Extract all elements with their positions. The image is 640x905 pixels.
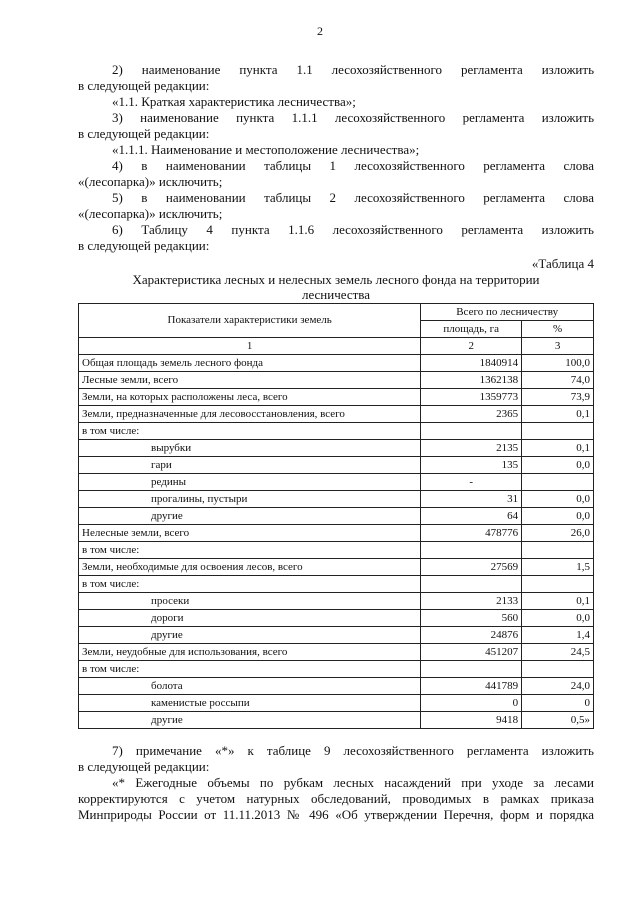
row-indicator: Земли, на которых расположены леса, всего	[79, 389, 421, 406]
table-row	[79, 644, 594, 661]
row-pct	[522, 661, 594, 678]
row-area: 135	[421, 457, 522, 474]
row-indicator: редины	[79, 474, 421, 491]
table-body	[79, 355, 594, 729]
row-pct	[522, 542, 594, 559]
para-3-line2: в следующей редакции:	[78, 126, 210, 141]
para-3-quote: «1.1.1. Наименование и местоположение лесничества»;	[112, 142, 420, 157]
table-row	[79, 508, 594, 525]
row-indicator: гари	[79, 457, 421, 474]
row-indicator: болота	[79, 678, 421, 695]
row-area: 24876	[421, 627, 522, 644]
row-indicator: Земли, неудобные для использования, всего	[79, 644, 421, 661]
table-row	[79, 559, 594, 576]
row-pct: 24,0	[522, 678, 594, 695]
row-area: 1362138	[421, 372, 522, 389]
row-pct: 0,1	[522, 593, 594, 610]
row-area: 1359773	[421, 389, 522, 406]
table-row	[79, 627, 594, 644]
row-pct: 26,0	[522, 525, 594, 542]
row-indicator: в том числе:	[79, 542, 421, 559]
para-7-line2: в следующей редакции:	[78, 759, 210, 774]
land-characteristics-table	[78, 303, 594, 729]
row-indicator: Земли, предназначенные для лесовосстановления, всего	[79, 406, 421, 423]
row-area: 64	[421, 508, 522, 525]
row-pct: 1,5	[522, 559, 594, 576]
row-area: 2133	[421, 593, 522, 610]
row-area	[421, 423, 522, 440]
row-area: 451207	[421, 644, 522, 661]
row-pct: 73,9	[522, 389, 594, 406]
table-caption	[78, 272, 594, 302]
header-pct: %	[522, 321, 594, 338]
row-area	[421, 661, 522, 678]
table-row	[79, 678, 594, 695]
table-row	[79, 610, 594, 627]
header-num-3: 3	[522, 338, 594, 355]
row-indicator: другие	[79, 508, 421, 525]
row-indicator: Нелесные земли, всего	[79, 525, 421, 542]
row-pct: 0,0	[522, 457, 594, 474]
row-indicator: в том числе:	[79, 423, 421, 440]
row-area: 2365	[421, 406, 522, 423]
row-indicator: в том числе:	[79, 661, 421, 678]
table-row	[79, 593, 594, 610]
row-area: 9418	[421, 712, 522, 729]
table-row	[79, 525, 594, 542]
row-indicator: Лесные земли, всего	[79, 372, 421, 389]
header-total: Всего по лесничеству	[421, 304, 594, 321]
table-row	[79, 661, 594, 678]
table-row	[79, 712, 594, 729]
note-line1: «* Ежегодные объемы по рубкам лесных насаждений при уходе за лесами	[112, 775, 594, 790]
para-2-line2: в следующей редакции:	[78, 78, 210, 93]
row-pct	[522, 474, 594, 491]
row-area	[421, 542, 522, 559]
table-row	[79, 542, 594, 559]
para-4-line2: «(лесопарка)» исключить;	[78, 174, 223, 189]
header-num-1: 1	[79, 338, 421, 355]
page-number: 2	[317, 24, 323, 38]
tail-text	[78, 743, 594, 823]
row-pct: 0	[522, 695, 594, 712]
row-pct: 74,0	[522, 372, 594, 389]
row-area: 478776	[421, 525, 522, 542]
row-indicator: каменистые россыпи	[79, 695, 421, 712]
row-indicator: другие	[79, 627, 421, 644]
row-area: 560	[421, 610, 522, 627]
row-indicator: дороги	[79, 610, 421, 627]
table-caption-line2: лесничества	[301, 287, 371, 302]
table-row	[79, 389, 594, 406]
para-4-line1: 4) в наименовании таблицы 1 лесохозяйственного регламента слова	[112, 158, 594, 173]
row-pct: 0,0	[522, 610, 594, 627]
table-row	[79, 406, 594, 423]
para-3-line1: 3) наименование пункта 1.1.1 лесохозяйственного регламента изложить	[112, 110, 594, 125]
row-pct: 0,0	[522, 508, 594, 525]
header-num-2: 2	[421, 338, 522, 355]
row-indicator: вырубки	[79, 440, 421, 457]
row-area: 27569	[421, 559, 522, 576]
row-indicator: другие	[79, 712, 421, 729]
row-pct: 0,1	[522, 440, 594, 457]
row-indicator: Общая площадь земель лесного фонда	[79, 355, 421, 372]
row-pct: 0,1	[522, 406, 594, 423]
table-row	[79, 474, 594, 491]
para-5-line1: 5) в наименовании таблицы 2 лесохозяйственного регламента слова	[112, 190, 594, 205]
para-2-quote: «1.1. Краткая характеристика лесничества»;	[112, 94, 356, 109]
table-row	[79, 576, 594, 593]
row-pct: 100,0	[522, 355, 594, 372]
header-area: площадь, га	[421, 321, 522, 338]
row-pct	[522, 423, 594, 440]
row-area: 441789	[421, 678, 522, 695]
table-row	[79, 695, 594, 712]
row-pct: 0,5»	[522, 712, 594, 729]
table-row	[79, 355, 594, 372]
para-5-line2: «(лесопарка)» исключить;	[78, 206, 223, 221]
row-indicator: просеки	[79, 593, 421, 610]
row-pct: 24,5	[522, 644, 594, 661]
para-2-line1: 2) наименование пункта 1.1 лесохозяйственного регламента изложить	[112, 62, 594, 77]
table-row	[79, 423, 594, 440]
table-label: «Таблица 4	[531, 256, 594, 271]
para-7-line1: 7) примечание «*» к таблице 9 лесохозяйственного регламента изложить	[112, 743, 594, 758]
table-row	[79, 372, 594, 389]
note-line2: корректируются с учетом натурных обследований, проводимых в рамках приказа	[78, 791, 594, 806]
table-row	[79, 491, 594, 508]
row-indicator: прогалины, пустыри	[79, 491, 421, 508]
row-pct	[522, 576, 594, 593]
row-indicator: Земли, необходимые для освоения лесов, всего	[79, 559, 421, 576]
table-caption-line1: Характеристика лесных и нелесных земель лесного фонда на территории	[132, 272, 540, 287]
row-area: 1840914	[421, 355, 522, 372]
row-pct: 0,0	[522, 491, 594, 508]
note-line3: Минприроды России от 11.11.2013 № 496 «Об утверждении Перечня, форм и порядка	[78, 807, 594, 822]
para-6-line2: в следующей редакции:	[78, 238, 210, 253]
row-area: 2135	[421, 440, 522, 457]
table-row	[79, 457, 594, 474]
header-indicator: Показатели характеристики земель	[79, 304, 421, 338]
row-area: -	[421, 474, 522, 491]
table-row	[79, 440, 594, 457]
row-area	[421, 576, 522, 593]
row-area: 31	[421, 491, 522, 508]
para-6-line1: 6) Таблицу 4 пункта 1.1.6 лесохозяйственного регламента изложить	[112, 222, 594, 237]
amendments-text	[78, 62, 594, 254]
row-indicator: в том числе:	[79, 576, 421, 593]
row-area: 0	[421, 695, 522, 712]
row-pct: 1,4	[522, 627, 594, 644]
